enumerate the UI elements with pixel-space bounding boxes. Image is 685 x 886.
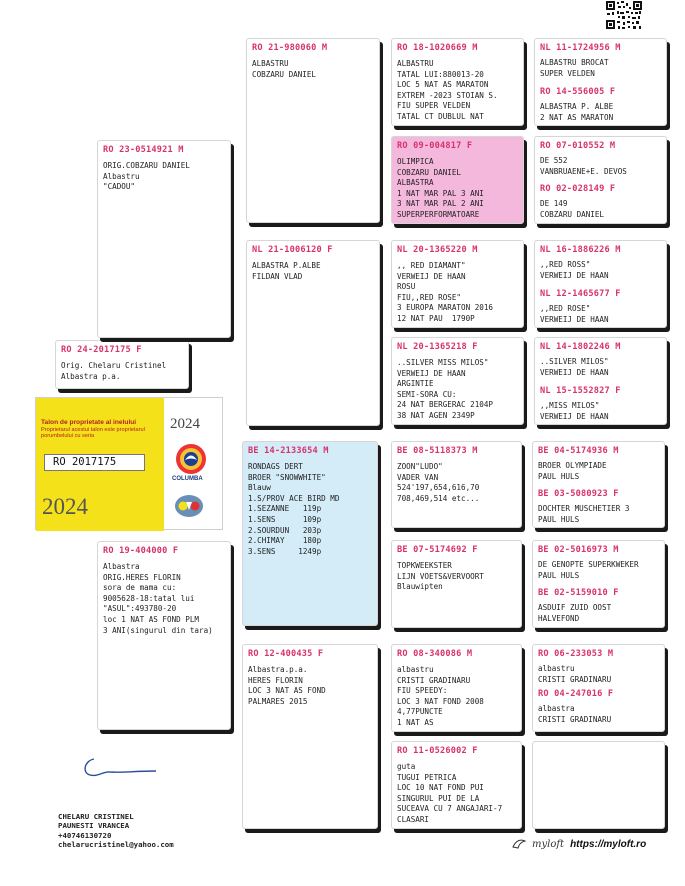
- card-sire-dam-sire: [391, 240, 524, 328]
- pigeon-info: albastru CRISTI GRADINARU: [538, 664, 612, 684]
- pigeon-info: RONDAGS DERT BROER "SNOWWHITE" Blauw 1.S/PROV ACE BIRD MD 1.SEZANNE 119p 1.SENS 109p 2.SOURDUN 203p 2.CHIMAY 180p 3.SENS 1249p: [248, 462, 340, 556]
- card-gen5-pair: [534, 38, 667, 126]
- pigeon-info: DE 552 VANBRUAENE+E. DEVOS: [540, 156, 627, 176]
- owner-contact: [58, 812, 174, 850]
- card-dam-dam-dam: [391, 741, 522, 829]
- card-gen5-pair: [532, 644, 665, 732]
- card-gen5-pair: [532, 441, 665, 528]
- ring-number: NL 16-1886226 M: [540, 245, 621, 255]
- owner-name: CHELARU CRISTINEL: [58, 812, 134, 821]
- ring-number: RO 23-0514921 M: [103, 145, 184, 155]
- owner-phone: +40746130720: [58, 830, 112, 840]
- ring-number: RO 24-2017175 F: [61, 345, 142, 355]
- qr-code-icon: [605, 0, 643, 30]
- myloft-logo: myloft: [532, 838, 565, 850]
- card-sire-sire-dam: [391, 136, 524, 224]
- pigeon-info: ASDUIF ZUID OOST HALVEFOND: [538, 603, 612, 623]
- card-dam-sire-sire: [391, 441, 522, 528]
- owner-city: PAUNESTI VRANCEA: [58, 821, 130, 831]
- card-sire-sire: [246, 38, 380, 223]
- myloft-footer: [512, 838, 646, 850]
- ring-number: RO 11-0526002 F: [397, 746, 478, 756]
- pigeon-info: ORIG.COBZARU DANIEL Albastru "CADOU": [103, 161, 190, 192]
- pigeon-info: albastru CRISTI GRADINARU FIU SPEEDY: LOC 3 NAT FOND 2008 4,77PUNCTE 1 NAT AS: [397, 665, 484, 727]
- ring-number: RO 18-1020669 M: [397, 43, 478, 53]
- ring-number: BE 02-5016973 M: [538, 545, 619, 555]
- ring-number: NL 11-1724956 M: [540, 43, 621, 53]
- columba-emblem-icon: [174, 442, 208, 476]
- ticket-brand: COLUMBA: [172, 476, 203, 482]
- pigeon-info: DOCHTER MUSCHETIER 3 PAUL HULS: [538, 504, 630, 524]
- card-gen5-pair: [534, 337, 667, 425]
- pigeon-info: albastra CRISTI GRADINARU: [538, 704, 612, 724]
- ring-number: RO 08-340086 M: [397, 649, 473, 659]
- pigeon-info: Albastra ORIG.HERES FLORIN sora de mama cu: 9005628-18:tatal lui "ASUL":493780-20 loc 1 NAT AS FOND PLM 3 ANI(singurul din tara): [103, 562, 213, 635]
- card-dam-sire-dam: [391, 540, 522, 628]
- pigeon-info: ALBASTRU TATAL LUI:880013-20 LOC 5 NAT AS MARATON EXTREM -2023 STOIAN S. FIU SUPER VELDEN TATAL CT DUBLUL NAT: [397, 59, 498, 121]
- pigeon-info: OLIMPICA COBZARU DANIEL ALBASTRA 1 NAT MAR PAL 3 ANI 3 NAT MAR PAL 2 ANI SUPERPERFORMATOARE: [397, 157, 484, 219]
- ticket-title: Talon de proprietate al inelului: [41, 419, 137, 426]
- pigeon-logo-icon: [512, 838, 526, 850]
- ring-number: NL 15-1552827 F: [540, 386, 621, 396]
- pigeon-info: ALBASTRA P.ALBE FILDAN VLAD: [252, 261, 321, 281]
- card-gen5-pair: [534, 136, 667, 224]
- ring-number: NL 14-1802246 M: [540, 342, 621, 352]
- pigeon-info: ALBASTRU BROCAT SUPER VELDEN: [540, 58, 609, 78]
- pigeon-info: ZOON"LUDO" VADER VAN 524'197,654,616,70 708,469,514 etc...: [397, 462, 480, 503]
- pigeon-info: ,,RED ROSS" VERWEIJ DE HAAN: [540, 260, 609, 280]
- pigeon-info: ..SILVER MILOS" VERWEIJ DE HAAN: [540, 357, 609, 377]
- ticket-ring-number: RO 2017175: [44, 454, 145, 471]
- card-sire-dam-dam: [391, 337, 524, 425]
- ring-number: BE 14-2133654 M: [248, 446, 329, 456]
- pigeon-info: Albastra.p.a. HERES FLORIN LOC 3 NAT AS FOND PALMARES 2015: [248, 665, 326, 706]
- ticket-subtitle: Proprietarul acestui talon este proprietarul porumbelului cu seria: [41, 427, 145, 440]
- federation-logo-icon: [174, 494, 204, 518]
- owner-email: chelarucristinel@yahoo.com: [58, 840, 174, 850]
- pigeon-info: BROER OLYMPIADE PAUL HULS: [538, 461, 607, 481]
- ring-number: NL 20-1365218 F: [397, 342, 478, 352]
- ring-number: RO 09-004817 F: [397, 141, 473, 151]
- pigeon-info: guta TUGUI PETRICA LOC 10 NAT FOND PUI SINGURUL PUI DE LA SUCEAVA CU 7 ANGAJARI-7 CLASARI: [397, 762, 503, 824]
- ring-number: BE 04-5174936 M: [538, 446, 619, 456]
- ring-number: BE 07-5174692 F: [397, 545, 478, 555]
- card-gen5-pair: [534, 240, 667, 328]
- pigeon-info: ..SILVER MISS MILOS" VERWEIJ DE HAAN ARGINTIE SEMI-SORA CU: 24 NAT BERGERAC 2104P 38 NAT AGEN 2349P: [397, 358, 494, 420]
- pigeon-info: DE GENOPTE SUPERKWEKER PAUL HULS: [538, 560, 639, 580]
- pigeon-info: ALBASTRU COBZARU DANIEL: [252, 59, 317, 79]
- ring-ownership-ticket: [35, 397, 223, 530]
- ring-number: NL 20-1365220 M: [397, 245, 478, 255]
- ring-number: RO 21-980060 M: [252, 43, 328, 53]
- pigeon-info: ALBASTRA P. ALBE 2 NAT AS MARATON: [540, 102, 614, 122]
- pigeon-info: ,, RED DIAMANT" VERWEIJ DE HAAN ROSU FIU,,RED ROSE" 3 EUROPA MARATON 2016 12 NAT PAU 1790P: [397, 261, 494, 323]
- ring-number: RO 19-404000 F: [103, 546, 179, 556]
- ring-number: RO 14-556005 F: [540, 87, 616, 97]
- ring-number: RO 02-028149 F: [540, 184, 616, 194]
- card-sire: [97, 140, 231, 338]
- ring-number: BE 02-5159010 F: [538, 588, 619, 598]
- ticket-year-label: 2024: [170, 416, 200, 432]
- ring-number: BE 03-5080923 F: [538, 489, 619, 499]
- ring-number: RO 06-233053 M: [538, 649, 614, 659]
- card-pigeon: [55, 340, 189, 389]
- pigeon-info: ,,MISS MILOS" VERWEIJ DE HAAN: [540, 401, 609, 421]
- ticket-year: 2024: [42, 494, 88, 519]
- pigeon-info: DE 149 COBZARU DANIEL: [540, 199, 605, 219]
- card-dam: [97, 541, 231, 730]
- card-sire-dam: [246, 240, 380, 426]
- ring-number: RO 12-400435 F: [248, 649, 324, 659]
- pigeon-info: ,,RED ROSE" VERWEIJ DE HAAN: [540, 304, 609, 324]
- ring-number: NL 12-1465677 F: [540, 289, 621, 299]
- card-dam-sire: [242, 441, 378, 626]
- card-dam-dam-sire: [391, 644, 522, 732]
- card-sire-sire-sire: [391, 38, 524, 126]
- ring-number: BE 08-5118373 M: [397, 446, 478, 456]
- pigeon-info: Orig. Chelaru Cristinel Albastra p.a.: [61, 361, 167, 381]
- card-gen5-pair: [532, 540, 665, 628]
- pigeon-info: TOPKWEEKSTER LIJN VOETS&VERVOORT Blauwipten: [397, 561, 484, 592]
- ring-number: RO 04-247016 F: [538, 689, 614, 699]
- signature-icon: [80, 755, 160, 783]
- myloft-link[interactable]: https://myloft.ro: [570, 838, 647, 850]
- ring-number: RO 07-010552 M: [540, 141, 616, 151]
- ring-number: NL 21-1006120 F: [252, 245, 333, 255]
- card-dam-dam: [242, 644, 378, 829]
- card-gen5-empty: [532, 741, 665, 829]
